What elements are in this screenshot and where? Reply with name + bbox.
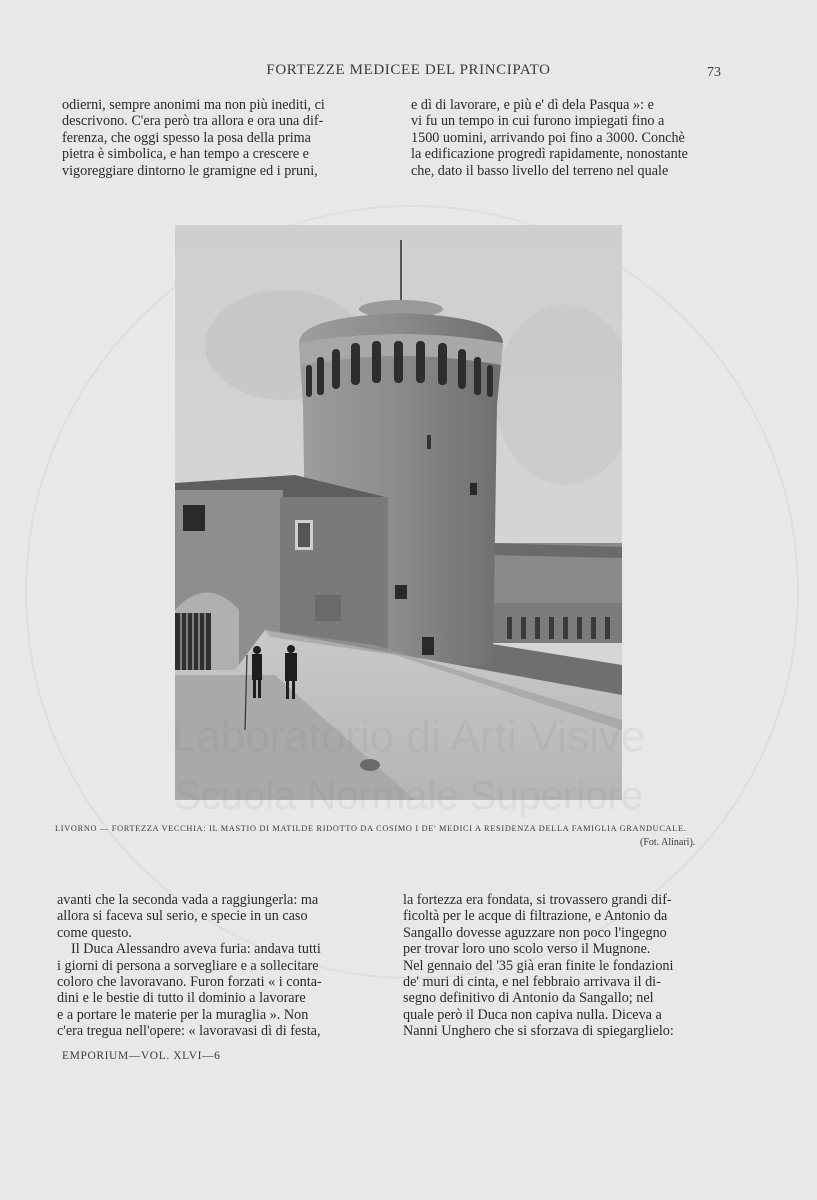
text-line: vi fu un tempo in cui furono impiegati fino a: [411, 113, 665, 130]
watermark-line-1: Laboratorio di Arti Visive: [171, 712, 646, 761]
text-line: Nel gennaio del '35 già eran finite le fondazioni: [403, 957, 674, 974]
text-line: per trovar loro uno scolo verso il Mugnone.: [403, 941, 651, 958]
watermark-line-2: Scuola Normale Superiore: [173, 774, 644, 818]
text-line: 1500 uomini, arrivando poi fino a 3000. Conchè: [411, 129, 685, 146]
text-column-bottom-left: [57, 892, 389, 1040]
running-header: FORTEZZE MEDICEE DEL PRINCIPATO: [266, 62, 551, 78]
page-number: 73: [707, 65, 721, 80]
text-line: c'era tregua nell'opere: « lavoravasi dì di festa,: [57, 1023, 321, 1040]
text-line: odierni, sempre anonimi ma non più inediti, ci: [62, 97, 325, 113]
photo-credit: (Fot. Alinari).: [640, 837, 696, 848]
text-column-top-left: [62, 97, 390, 179]
text-line: allora si faceva sul serio, e specie in un caso: [57, 908, 308, 925]
text-line: i giorni di persona a sorvegliare e a sollecitare: [57, 957, 319, 974]
text-line: vigoreggiare dintorno le gramigne ed i pruni,: [62, 162, 318, 179]
text-line: Sangallo dovesse aguzzare non poco l'ingegno: [403, 924, 667, 941]
text-line: quale però il Duca non capiva nulla. Diceva a: [403, 1006, 662, 1023]
text-line: Nanni Unghero che si sforzava di spiegarglielo:: [403, 1023, 674, 1040]
text-line: coloro che lavoravano. Furon forzati « i conta-: [57, 974, 322, 991]
text-line: avanti che la seconda vada a raggiungerla: ma: [57, 892, 319, 908]
text-line: ferenza, che oggi spesso la posa della prima: [62, 129, 311, 146]
text-line: dini e le bestie di tutto il dominio a lavorare: [57, 990, 306, 1007]
text-line: Il Duca Alessandro aveva furia: andava tutti: [71, 941, 321, 958]
text-line: e a portare le materie per la muraglia ». Non: [57, 1006, 309, 1023]
text-line: de' muri di cinta, e nel febbraio arrivava il di-: [403, 974, 661, 991]
text-line: segno definitivo di Antonio da Sangallo; nel: [403, 990, 654, 1007]
figure-caption: LIVORNO — FORTEZZA VECCHIA: IL MASTIO DI MATILDE RIDOTTO DA COSIMO I DE' MEDICI A RESIDENZA DELLA FAMIGLIA GRANDUCALE.: [55, 824, 687, 833]
text-line: e dì di lavorare, e più e' dì dela Pasqua »: e: [411, 97, 654, 113]
text-line: ficoltà per le acque di filtrazione, e Antonio da: [403, 908, 668, 925]
text-line: la edificazione progredì rapidamente, nonostante: [411, 146, 688, 163]
text-column-bottom-right: [403, 892, 728, 1040]
text-line: che, dato il basso livello del terreno nel quale: [411, 162, 669, 179]
text-line: descrivono. C'era però tra allora e ora una dif-: [62, 113, 324, 130]
text-line: pietra è simbolica, e han tempo a crescere e: [62, 146, 309, 163]
text-line: come questo.: [57, 924, 132, 941]
footer-signature: EMPORIUM—VOL. XLVI—6: [62, 1050, 221, 1062]
text-line: la fortezza era fondata, si trovassero grandi dif-: [403, 892, 672, 908]
text-column-top-right: [411, 97, 738, 179]
